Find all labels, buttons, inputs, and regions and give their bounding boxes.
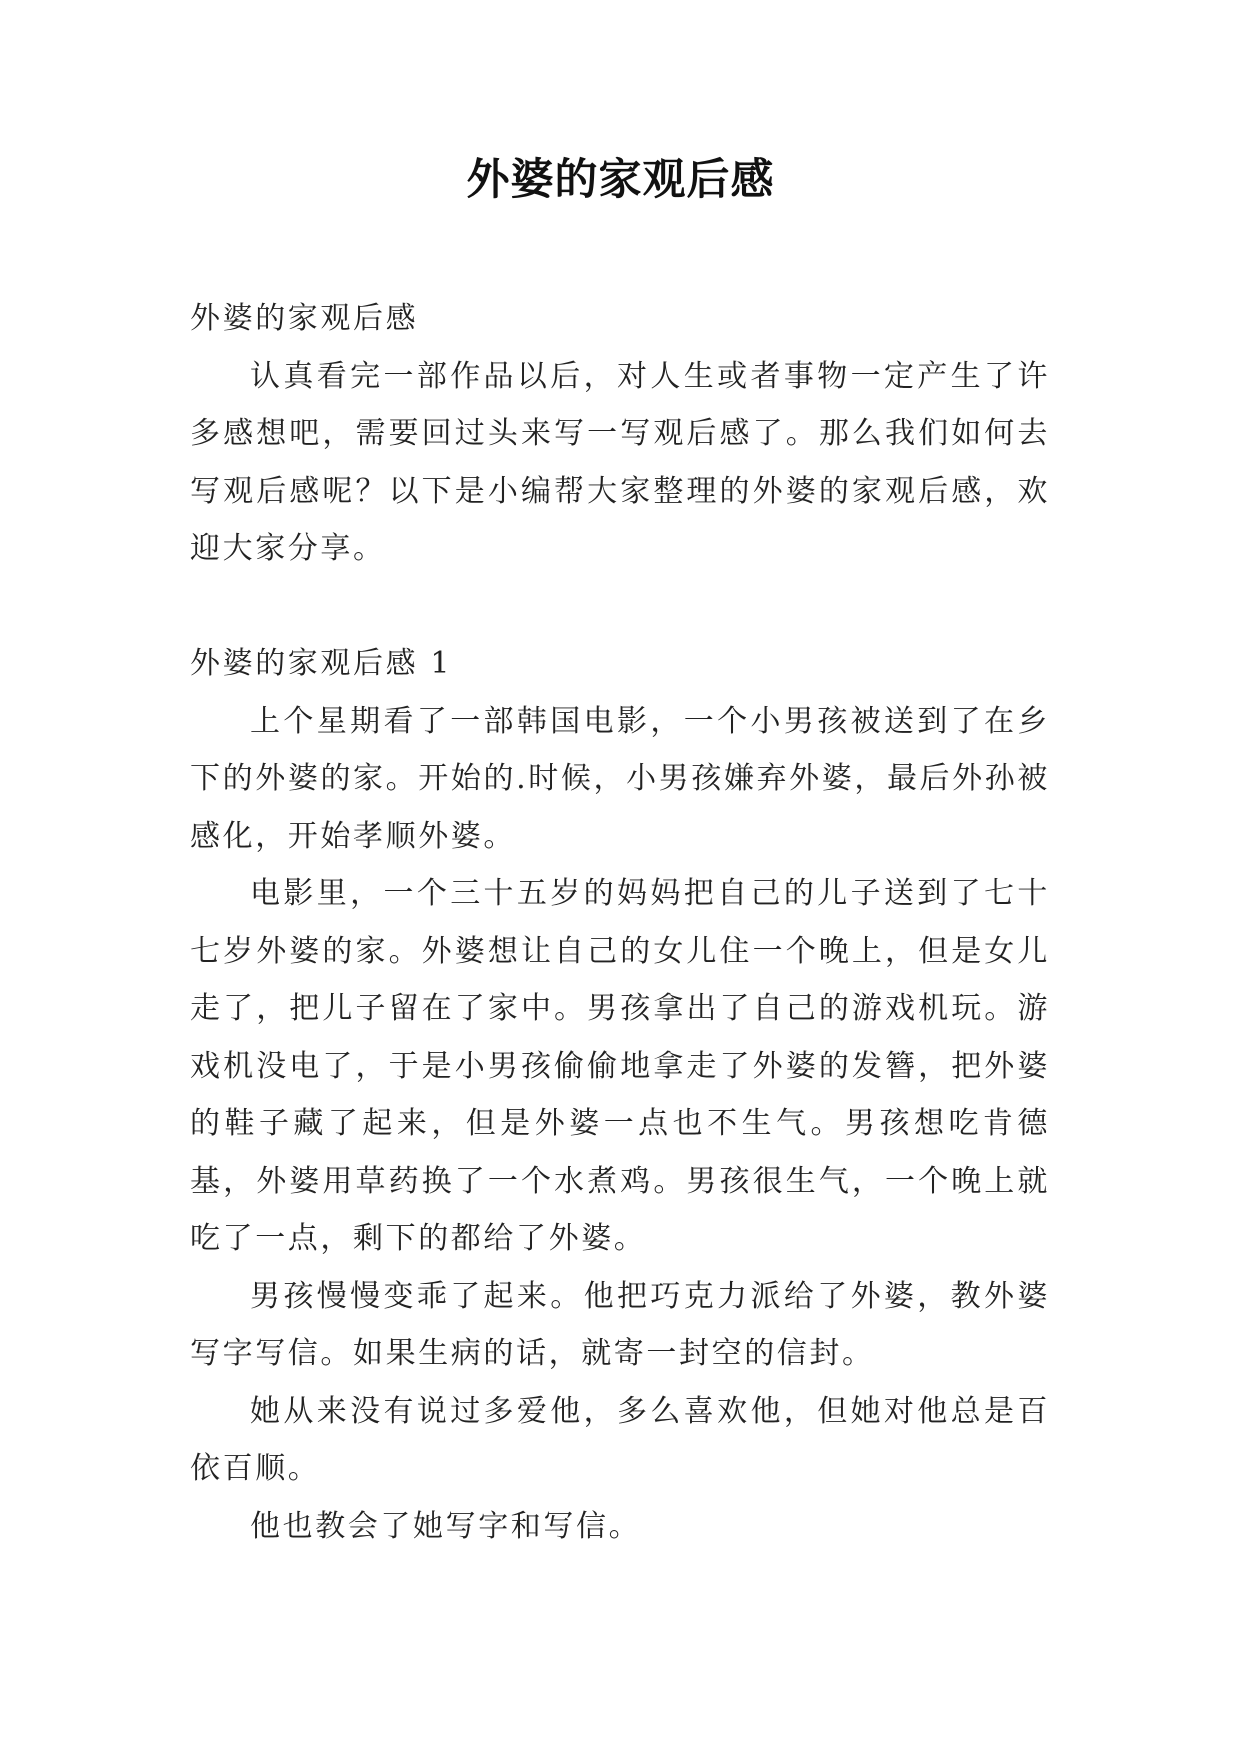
intro-heading: 外婆的家观后感 [190, 301, 419, 336]
intro-paragraph: 认真看完一部作品以后，对人生或者事物一定产生了许多感想吧，需要回过头来写一写观后感了。那么我们如何去写观后感呢？以下是小编帮大家整理的外婆的家观后感，欢迎大家分享。 [190, 358, 1050, 566]
document-title: 外婆的家观后感 [466, 155, 775, 205]
document-body [190, 290, 1050, 1555]
section-1-paragraph-3: 男孩慢慢变乖了起来。他把巧克力派给了外婆，教外婆写字写信。如果生病的话，就寄一封空的信封。 [190, 1278, 1050, 1371]
section-spacer [190, 578, 1050, 636]
section-1-paragraph-1: 上个星期看了一部韩国电影，一个小男孩被送到了在乡下的外婆的家。开始的.时候，小男孩嫌弃外婆，最后外孙被感化，开始孝顺外婆。 [190, 703, 1050, 854]
section-1-paragraph-2: 电影里，一个三十五岁的妈妈把自己的儿子送到了七十七岁外婆的家。外婆想让自己的女儿住一个晚上，但是女儿走了，把儿子留在了家中。男孩拿出了自己的游戏机玩。游戏机没电了，于是小男孩偷偷地拿走了外婆的发簪，把外婆的鞋子藏了起来，但是外婆一点也不生气。男孩想吃肯德基，外婆用草药换了一个水煮鸡。男孩很生气，一个晚上就吃了一点，剩下的都给了外婆。 [190, 876, 1050, 1256]
section-1-paragraph-4: 她从来没有说过多爱他，多么喜欢他，但她对他总是百依百顺。 [190, 1393, 1050, 1486]
section-1-paragraph-5: 他也教会了她写字和写信。 [250, 1508, 642, 1544]
section-1-heading: 外婆的家观后感 1 [190, 646, 453, 681]
